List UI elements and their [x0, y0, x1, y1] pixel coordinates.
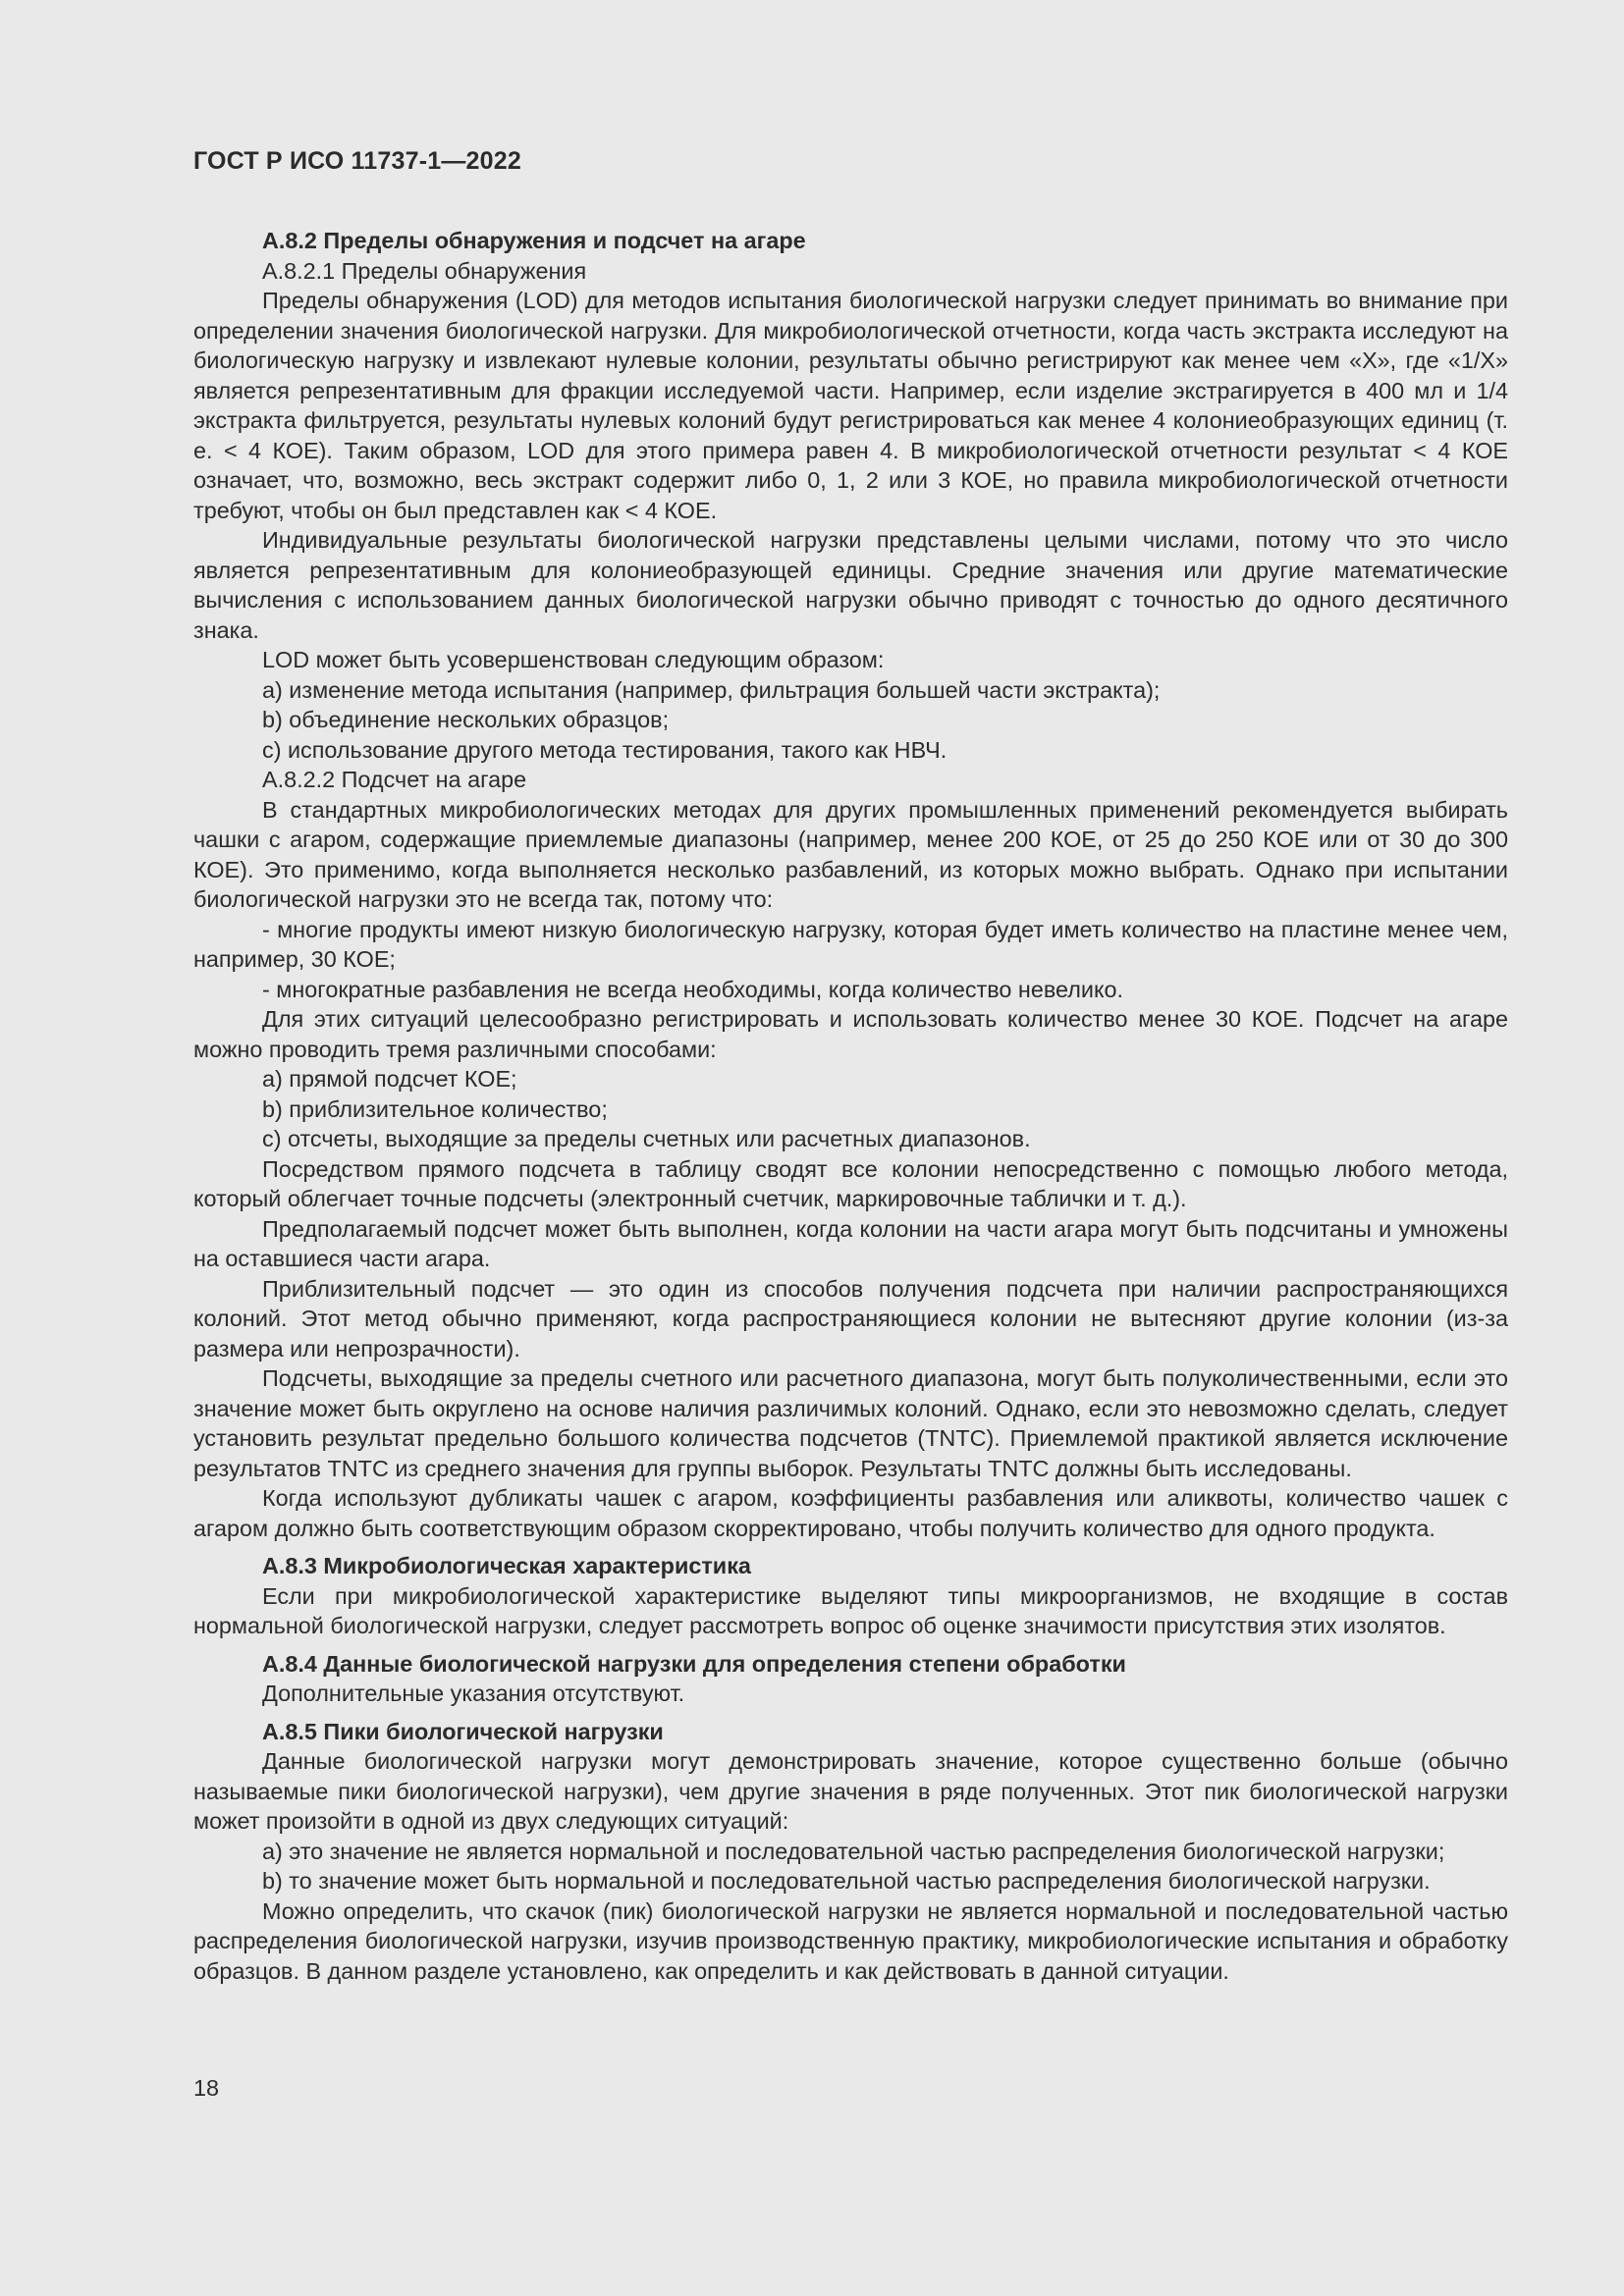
paragraph: Подсчеты, выходящие за пределы счетного или расчетного диапазона, могут быть полуколичественными, если это значение может быть округлено на основе наличия различимых колоний. Однако, если это невозможно сделать, следует установить результат предельно большого количества подсчетов (TNTC). Приемлемой практикой является исключение результатов TNTC из среднего значения для группы выборок. Результаты TNTC должны быть исследованы. — [193, 1365, 1508, 1481]
paragraph: LOD может быть усовершенствован следующим образом: — [262, 647, 885, 672]
paragraph: Можно определить, что скачок (пик) биологической нагрузки не является нормальной и последовательной частью распределения биологической нагрузки, изучив производственную практику, микробиологические испытания и обработку образцов. В данном разделе установлено, как определить и как действовать в данной ситуации. — [193, 1897, 1508, 1984]
dash-list-item: - многие продукты имеют низкую биологическую нагрузку, которая будет иметь количество на пластине менее чем, например, 30 КОЕ; — [193, 916, 1508, 972]
list-item: c) использование другого метода тестирования, такого как НВЧ. — [262, 736, 947, 763]
list-item: b) приблизительное количество; — [262, 1095, 608, 1122]
paragraph: Пределы обнаружения (LOD) для методов испытания биологической нагрузки следует принимать во внимание при определении значения биологической нагрузки. Для микробиологической отчетности, когда часть экстракта исследуют на биологическую нагрузку и извлекают нулевые колонии, результаты обычно регистрируют как менее чем «X», где «1/X» является репрезентативным для фракции исследуемой части. Например, если изделие экстрагируется в 400 мл и 1/4 экстракта фильтруется, результаты нулевых колоний будут регистрироваться как менее 4 колониеобразующих единиц (т. е. < 4 КОЕ). Таким образом, LOD для этого примера равен 4. В микробиологической отчетности результат < 4 КОЕ означает, что, возможно, весь экстракт содержит либо 0, 1, 2 или 3 КОЕ, но правила микробиологической отчетности требуют, чтобы он был представлен как < 4 КОЕ. — [193, 288, 1508, 523]
page-number: 18 — [193, 2075, 220, 2101]
section-heading-a85: А.8.5 Пики биологической нагрузки — [262, 1718, 664, 1744]
standard-header: ГОСТ Р ИСО 11737-1—2022 — [193, 147, 521, 175]
paragraph: Данные биологической нагрузки могут демонстрировать значение, которое существенно больше (обычно называемые пики биологической нагрузки), чем другие значения в ряде полученных. Этот пик биологической нагрузки может произойти в одной из двух следующих ситуаций: — [193, 1748, 1508, 1834]
paragraph: Приблизительный подсчет — это один из способов получения подсчета при наличии распространяющихся колоний. Этот метод обычно применяют, когда распространяющиеся колонии не вытесняют другие колонии (из-за размера или непрозрачности). — [193, 1275, 1508, 1362]
list-item: b) объединение нескольких образцов; — [262, 707, 670, 732]
section-heading-a83: А.8.3 Микробиологическая характеристика — [262, 1553, 751, 1578]
paragraph: Для этих ситуаций целесообразно регистрировать и использовать количество менее 30 КОЕ. Подсчет на агаре можно проводить тремя различными способами: — [193, 1006, 1508, 1062]
list-item: a) прямой подсчет КОЕ; — [262, 1066, 517, 1092]
paragraph: Предполагаемый подсчет может быть выполнен, когда колонии на части агара могут быть подсчитаны и умножены на оставшиеся части агара. — [193, 1215, 1508, 1271]
subsection-title-a821: А.8.2.1 Пределы обнаружения — [262, 257, 587, 284]
list-item: b) то значение может быть нормальной и последовательной частью распределения биологической нагрузки. — [262, 1868, 1431, 1894]
document-body — [193, 226, 1508, 1986]
dash-list-item: - многократные разбавления не всегда необходимы, когда количество невелико. — [262, 976, 1123, 1002]
list-item: a) изменение метода испытания (например, фильтрация большей части экстракта); — [262, 676, 1161, 703]
section-heading-a82: А.8.2 Пределы обнаружения и подсчет на агаре — [262, 228, 806, 253]
list-item: a) это значение не является нормальной и последовательной частью распределения биологической нагрузки; — [262, 1838, 1445, 1864]
paragraph: Если при микробиологической характеристике выделяют типы микроорганизмов, не входящие в состав нормальной биологической нагрузки, следует рассмотреть вопрос об оценке значимости присутствия этих изолятов. — [193, 1582, 1508, 1638]
paragraph: Индивидуальные результаты биологической нагрузки представлены целыми числами, потому что это число является репрезентативным для колониеобразующей единицы. Средние значения или другие математические вычисления с использованием данных биологической нагрузки обычно приводят с точностью до одного десятичного знака. — [193, 527, 1508, 643]
section-heading-a84: А.8.4 Данные биологической нагрузки для определения степени обработки — [262, 1650, 1126, 1677]
list-item: c) отсчеты, выходящие за пределы счетных или расчетных диапазонов. — [262, 1126, 1031, 1151]
paragraph: В стандартных микробиологических методах для других промышленных применений рекомендуется выбирать чашки с агаром, содержащие приемлемые диапазоны (например, менее 200 КОЕ, от 25 до 250 КОЕ или от 30 до 300 КОЕ). Это применимо, когда выполняется несколько разбавлений, из которых можно выбрать. Однако при испытании биологической нагрузки это не всегда так, потому что: — [193, 796, 1508, 912]
paragraph: Дополнительные указания отсутствуют. — [262, 1681, 685, 1706]
subsection-title-a822: А.8.2.2 Подсчет на агаре — [262, 767, 527, 792]
paragraph: Посредством прямого подсчета в таблицу сводят все колонии непосредственно с помощью любого метода, который облегчает точные подсчеты (электронный счетчик, маркировочные таблички и т. д.). — [193, 1155, 1508, 1211]
paragraph: Когда используют дубликаты чашек с агаром, коэффициенты разбавления или аликвоты, количество чашек с агаром должно быть соответствующим образом скорректировано, чтобы получить количество для одного продукта. — [193, 1485, 1508, 1541]
